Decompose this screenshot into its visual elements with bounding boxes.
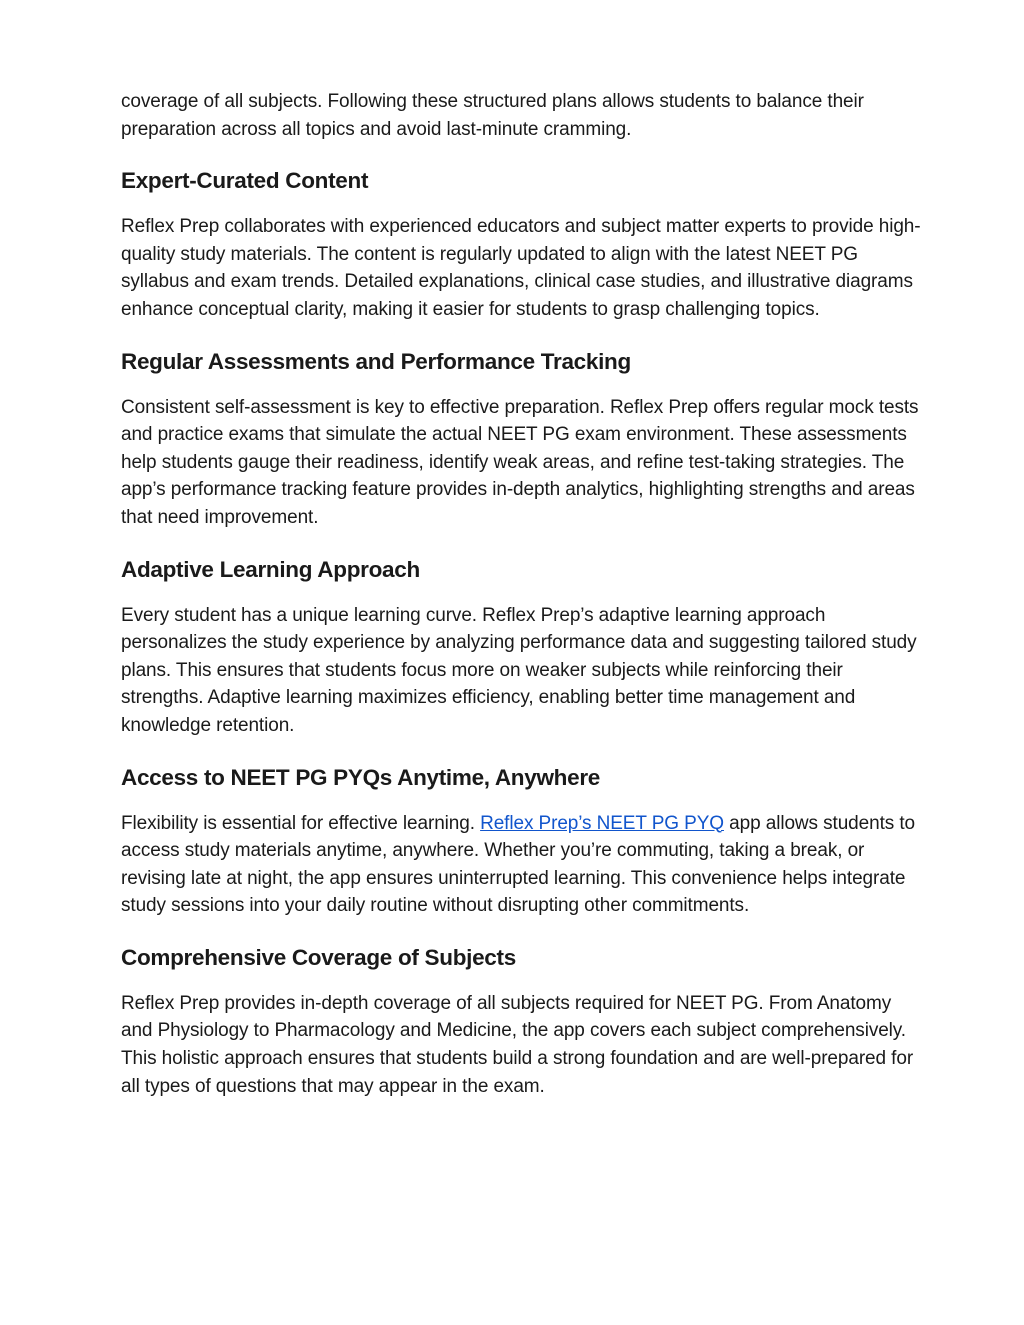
paragraph-adaptive-learning: Every student has a unique learning curve. Reflex Prep’s adaptive learning approach personalizes the study experience by analyzing performance data and suggesting tailored study plans. This ensures that students focus more on weaker subjects while reinforcing their strengths. Adaptive learning maximizes efficiency, enabling better time management and knowledge retention. xyxy=(121,604,917,736)
heading-comprehensive-coverage: Comprehensive Coverage of Subjects xyxy=(121,944,516,970)
document-page xyxy=(121,88,921,1100)
heading-regular-assessments: Regular Assessments and Performance Tracking xyxy=(121,348,631,374)
paragraph-access-pyqs xyxy=(121,810,921,920)
paragraph-access-pyqs-lead: Flexibility is essential for effective learning. xyxy=(121,812,481,834)
paragraph-expert-curated-content: Reflex Prep collaborates with experienced educators and subject matter experts to provide high-quality study materials. The content is regularly updated to align with the latest NEET PG syllabus and exam trends. Detailed explanations, clinical case studies, and illustrative diagrams enhance conceptual clarity, making it easier for students to grasp challenging topics. xyxy=(121,216,921,320)
heading-expert-curated-content: Expert-Curated Content xyxy=(121,168,369,194)
paragraph-access-pyqs-rest: app allows students to access study materials anytime, anywhere. Whether you’re commuting, taking a break, or revising late at night, the app ensures uninterrupted learning. This convenience helps integrate study sessions into your daily routine without disrupting other commitments. xyxy=(121,812,915,917)
reflex-prep-pyq-link[interactable]: Reflex Prep’s NEET PG PYQ xyxy=(480,812,724,834)
paragraph-comprehensive-coverage: Reflex Prep provides in-depth coverage of all subjects required for NEET PG. From Anatomy and Physiology to Pharmacology and Medicine, the app covers each subject comprehensively. This holistic approach ensures that students build a strong foundation and are well-prepared for all types of questions that may appear in the exam. xyxy=(121,992,914,1097)
intro-paragraph: coverage of all subjects. Following these structured plans allows students to balance their preparation across all topics and avoid last-minute cramming. xyxy=(121,91,864,140)
paragraph-regular-assessments: Consistent self-assessment is key to effective preparation. Reflex Prep offers regular mock tests and practice exams that simulate the actual NEET PG exam environment. These assessments help students gauge their readiness, identify weak areas, and refine test-taking strategies. The app’s performance tracking feature provides in-depth analytics, highlighting strengths and areas that need improvement. xyxy=(121,396,919,528)
heading-adaptive-learning: Adaptive Learning Approach xyxy=(121,556,420,582)
heading-access-pyqs: Access to NEET PG PYQs Anytime, Anywhere xyxy=(121,764,600,790)
